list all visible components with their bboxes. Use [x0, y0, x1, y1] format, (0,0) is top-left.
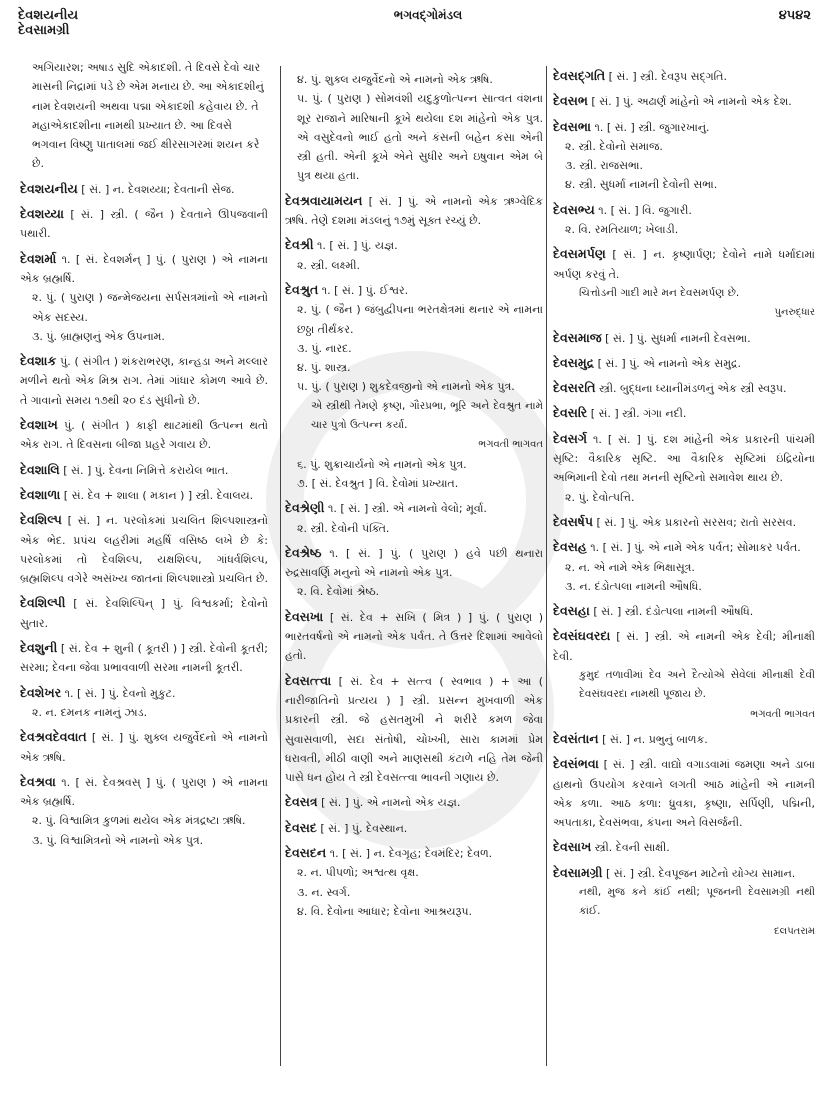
headword: દેવસદન — [285, 844, 327, 860]
dictionary-entry — [20, 204, 268, 244]
column-3 — [553, 66, 815, 946]
headword: દેવસાખ — [553, 839, 592, 855]
headword: દેવસભા — [553, 118, 591, 134]
sense: ૬. પું. શુક્રાચાર્યનો એ નામનો એક પુત્ર. — [297, 457, 467, 471]
definition: ૧. [ સં. ] પું. એ નામે એક પર્વત; સોમાકર પર્વત. — [590, 541, 801, 555]
dictionary-entry — [285, 543, 543, 602]
entry-main — [553, 512, 815, 532]
sense: ૨. સ્ત્રી. દેવોનો સમાજ. — [565, 139, 663, 153]
entry-main — [553, 200, 815, 220]
definition: [ સં. દેવ + સત્ત્વ ( સ્વભાવ ) + આ ( નારીજાતિનો પ્રત્યય ) ] સ્ત્રી. પ્રસન્ન મુખવાળી એક પ્રકારની સ્ત્રી. જે હસતમુખી ને શરીરે કમળ જેવા સુવાસવાળી, સદા સંતોષી, ચોખ્ખી, સારા કામમાં પ્રેમ ધરાવતી, મીઠી વાણી અને માણસથી કંટાળે નહિ તેમ જેની પાસે ધન હોય તે સ્ત્રી દેવસત્ત્વા ભાવની ગણાય છે. — [285, 674, 543, 785]
dictionary-entry — [285, 498, 543, 538]
headword: દેવસંભવા — [553, 756, 599, 772]
sense: ૨. સ્ત્રી. લક્ષ્મી. — [297, 258, 360, 272]
headword: દેવશ્રી — [285, 237, 314, 253]
entry-main — [20, 179, 268, 199]
dictionary-entry — [553, 601, 815, 621]
entry-main — [285, 235, 543, 255]
sense: ૨. પું. ( જૈન ) જંબુદ્વીપના ભરતક્ષેત્રમાં થનાર એ નામના છઠ્ઠા તીર્થંકર. — [297, 303, 543, 336]
headword: દેવસરતિ — [553, 380, 596, 396]
sense: ૩. સ્ત્રી. રાજસભા. — [565, 159, 643, 173]
entry-main — [20, 249, 268, 289]
headword: દેવશાખ — [20, 417, 58, 433]
continued-sense: ૫. પું. ( પુરાણ ) સોમવંશી યદુકુળોત્પન્ન સાત્વત વંશના શૂર રાજાને મારિષાની કૂખે થયેલા દશ માંહેનો એક પુત્ર. એ વસુદેવનો ભાઈ હતો અને કંસની બહેન કંસા એની સ્ત્રી હતી. એની કૂખે એને સુધીર અને ઇષુવાન એમ બે પુત્ર થયા હતા. — [297, 92, 543, 183]
dictionary-entry — [20, 249, 268, 346]
sense: ૪. સ્ત્રી. સુધર્મા નામની દેવોની સભા. — [565, 178, 718, 192]
quotation-source: ભગવતી ભાગવત — [750, 708, 815, 720]
sense: ૩. ન. દંડોત્પલા નામની ઔષધિ. — [565, 579, 702, 593]
entry-main — [20, 772, 268, 812]
headword: દેવસામગ્રી — [553, 864, 603, 880]
sense: ૨. ન. દમનક નામનું ઝાડ. — [32, 705, 148, 719]
entry-main — [553, 863, 815, 883]
headword: દેવશ્રુત — [285, 281, 319, 297]
dictionary-entry — [553, 512, 815, 532]
dictionary-entry — [553, 863, 815, 941]
definition: ૧. [ સં. ] પું. ઈશ્વર. — [321, 283, 409, 297]
definition: [ સં. દેવ + શાલા ( મકાન ) ] સ્ત્રી. દેવાલય. — [63, 488, 254, 502]
definition: [ સં. ] પું. એ નામનો એક યજ્ઞ. — [321, 796, 461, 810]
headword: દેવસહ — [553, 539, 587, 555]
quotation: ચિત્તોડની ગાદી મારે મન દેવસમર્પણ છે. — [579, 286, 740, 299]
guide-word-first: દેવશયનીય — [18, 8, 79, 23]
page-header — [18, 8, 811, 48]
dictionary-entry — [20, 179, 268, 199]
headword: દેવશુની — [20, 640, 58, 656]
dictionary-entry — [553, 754, 815, 832]
entry-main — [553, 537, 815, 557]
entry-main — [285, 792, 543, 812]
dictionary-entry — [20, 351, 268, 410]
dictionary-entry — [20, 727, 268, 767]
entry-list — [553, 66, 815, 941]
headword: દેવશર્મા — [20, 250, 57, 266]
quotation-source: પુનરુદ્ધાર — [774, 307, 815, 319]
dictionary-entry — [553, 200, 815, 240]
sense: ૫. પું. ( પુરાણ ) શુકદેવજીનો એ નામનો એક પુત્ર. — [297, 380, 515, 394]
dictionary-entry — [553, 729, 815, 749]
headword: દેવસર્ગ — [553, 430, 588, 446]
definition: ૧. [ સં. ] વિ. જુગારી. — [598, 203, 692, 217]
sense: ૪. પું. શાસ્ત્ર. — [297, 361, 351, 375]
headword: દેવશ્રેષ્ઠ — [285, 544, 322, 560]
definition: પું. ( સંગીત ) કાફી થાટમાંથી ઉત્પન્ન થતો એક રાગ. તે દિવસના બીજા પ્રહરે ગવાય છે. — [20, 419, 268, 452]
sense: ૩. ન. સ્વર્ગ. — [297, 885, 351, 899]
sense: ૨. પું. ( પુરાણ ) જન્મેજયના સર્પસત્રમાંનો એ નામનો એક સદસ્ય. — [32, 291, 268, 324]
headword: દેવશાલિ — [20, 461, 60, 477]
entry-main — [285, 280, 543, 300]
definition: [ સં. ] સ્ત્રી. ( જૈન ) દેવતાને ઊપજવાની પથારી. — [20, 208, 269, 241]
headword: દેવસરિ — [553, 405, 588, 421]
headword: દેવસમર્પણ — [553, 246, 606, 262]
entry-main — [553, 378, 815, 398]
column-1 — [20, 58, 268, 855]
definition: [ સં. ] સ્ત્રી. દેવરૂપ સદ્ગતિ. — [608, 70, 727, 83]
definition: [ સં. ] પું. અઢાર્ણ માંહેનો એ નામનો એક દેશ. — [591, 95, 792, 109]
entry-main — [20, 351, 268, 410]
column-2 — [285, 70, 543, 926]
definition: [ સં. દેવશિલ્પિન્ ] પું. વિશ્વકર્મા; દેવોનો સુતાર. — [20, 597, 269, 630]
headword: દેવસભ — [553, 93, 588, 109]
entry-main — [553, 244, 815, 284]
headword: દેવસહા — [553, 603, 590, 619]
headword: દેવશાળા — [20, 486, 61, 502]
dictionary-entry — [20, 485, 268, 505]
quotation-source: દલપતરામ — [774, 925, 815, 937]
sense: ૨. પું. દેવોત્પત્તિ. — [565, 490, 635, 504]
sense: ૨. ન. પીપળો; અશ્વત્થ વૃક્ષ. — [297, 866, 419, 880]
definition: [ સં. ] સ્ત્રી. દંડોત્પલા નામની ઔષધિ. — [593, 605, 754, 619]
entry-main — [285, 607, 543, 666]
definition: [ સં. ] પું. એક પ્રકારનો સરસવ; રાતો સરસવ. — [596, 515, 797, 529]
definition: [ સં. ] ન. પ્રભુનું બાળક. — [602, 732, 708, 746]
definition: ૧. [ સં. ] પું. યજ્ઞ. — [317, 239, 398, 253]
headword: દેવસદ — [285, 819, 317, 835]
definition: ૧. [ સં. દેવશ્રવસ્ ] પું. ( પુરાણ ) એ નામના એક બ્રહ્મર્ષિ. — [20, 775, 268, 809]
headword: દેવસંતાન — [553, 730, 599, 746]
definition: [ સં. ] પું. એ નામનો એક સમુદ્ર. — [597, 356, 741, 370]
definition: [ સં. ] પું. એ નામનો એક ઋગ્વેદિક ઋષિ. તેણે દશમા મંડલનું ૧૭મું સૂક્ત રચ્યું છે. — [285, 194, 543, 228]
definition: [ સં. ] પું. દેવસ્થાન. — [320, 821, 408, 835]
dictionary-entry — [553, 626, 815, 723]
headword: દેવશિલ્પી — [20, 595, 66, 611]
dictionary-entry — [553, 353, 815, 373]
definition: પું. ( સંગીત ) શંકરાભરણ, કાન્હડા અને મલ્લાર મળીને થતો એક મિશ્ર રાગ. તેમાં ગાંધાર કોમળ આવે છે. તે ગાવાનો સમય ૧૭થી ૨૦ દંડ સુધીનો છે. — [20, 355, 268, 407]
definition: ૧. [ સં. ] પું. ( પુરાણ ) હવે પછી થનારા રુદ્રસાવર્ણિ મનુનો એ નામનો એક પુત્ર. — [285, 546, 544, 580]
sense: ૨. પું. વિશ્વામિત્ર કુળમાં થયેલ એક મંત્રદ્રષ્ટા ઋષિ. — [32, 814, 246, 828]
column-divider — [280, 66, 281, 1066]
dictionary-entry — [553, 117, 815, 195]
column-divider — [546, 66, 547, 1066]
headword: દેવસત્ત્વા — [285, 672, 332, 688]
headword: દેવસમાજ — [553, 329, 602, 345]
entry-main — [285, 191, 543, 231]
definition: [ સં. ] પું. સુધર્મા નામની દેવસભા. — [605, 331, 751, 345]
quotation: કુમુદ તળાવીમાં દેવ અને દૈત્યોએ સેવેલાં મીનાક્ષી દેવી દેવસંઘવરદા નામથી પૂજાય છે. — [579, 669, 815, 701]
entry-main — [285, 671, 543, 788]
dictionary-entry — [553, 429, 815, 507]
definition: ૧. [ સં. ] સ્ત્રી. જુગારખાનું. — [594, 120, 710, 134]
headword: દેવસર્ષપ — [553, 513, 594, 529]
entry-main — [285, 498, 543, 518]
definition: [ સં. ] પું. શુક્લ યજુર્વેદનો એ નામનો એક ઋષિ. — [20, 731, 268, 764]
guide-word-last: દેવસામગ્રી — [18, 23, 70, 38]
headword: દેવસખા — [285, 608, 324, 624]
entry-main — [285, 543, 543, 583]
headword: દેવશેખર — [20, 684, 62, 700]
dictionary-entry — [285, 671, 543, 788]
dictionary-entry — [553, 537, 815, 596]
entry-main — [553, 91, 815, 111]
entry-main — [20, 638, 268, 678]
dictionary-entry — [20, 772, 268, 850]
dictionary-entry — [553, 91, 815, 111]
entry-main — [553, 117, 815, 137]
sense: ૨. ન. એ નામે એક ભિક્ષાસૂત્ર. — [565, 560, 695, 574]
headword: દેવશ્રેણી — [285, 500, 325, 516]
page-number: ૪૫૪૨ — [778, 8, 811, 23]
sense: ૩. પું. બ્રાહ્મણનું એક ઉપનામ. — [32, 329, 165, 343]
dictionary-entry — [285, 191, 543, 231]
definition: [ સં. ] સ્ત્રી. દેવપૂજન માટેનો યોગ્ય સામાન. — [606, 866, 796, 880]
dictionary-entry — [285, 792, 543, 812]
headword: દેવશય્યા — [20, 206, 64, 222]
continued-sense: ૪. પું. શુક્લ યજુર્વેદનો એ નામનો એક ઋષિ. — [297, 73, 493, 86]
entry-main — [20, 460, 268, 480]
definition: [ સં. ] ન. દેવશય્યા; દેવતાની સેજ. — [81, 182, 235, 196]
dictionary-entry — [553, 66, 815, 86]
dictionary-entry — [553, 837, 815, 857]
sense: ૩. પું. નારદ. — [297, 341, 352, 355]
sense: ૪. વિ. દેવોના આધાર; દેવોના આશ્રયરૂપ. — [297, 904, 473, 918]
headword: દેવસમુદ્ર — [553, 354, 595, 370]
definition: સ્ત્રી. દેવની સાક્ષી. — [594, 841, 670, 855]
dictionary-entry — [285, 607, 543, 666]
dictionary-entry — [553, 403, 815, 423]
dictionary-entry — [285, 280, 543, 493]
definition: ૧. [ સં. ] પું. દશ માંહેની એક પ્રકારની પાંચમી સૃષ્ટિ: વૈકારિક સૃષ્ટિ. આ વૈકારિક સૃષ્ટિમાં ઇંદ્રિયોના અભિમાની દેવો તથા મનની સૃષ્ટિનો સમાવેશ થાય છે. — [553, 432, 815, 485]
sense: ૨. વિ. રમતિયાળ; ખેલાડી. — [565, 223, 679, 237]
dictionary-entry — [20, 460, 268, 480]
definition: સ્ત્રી. બુદ્ધના ધ્યાનીમંડળનું એક સ્ત્રી સ્વરૂપ. — [598, 382, 787, 396]
headword: દેવશિલ્પ — [20, 512, 62, 528]
definition: [ સં. દેવ + સખિ ( મિત્ર ) ] પું. ( પુરાણ ) ભારતવર્ષનો એ નામનો એક પર્વત. તે ઉત્તર દિશામાં આવેલો હતો. — [285, 610, 543, 663]
dictionary-entry — [553, 378, 815, 398]
definition: [ સં. ] સ્ત્રી. એ નામની એક દેવી; મીનાક્ષી દેવી. — [553, 630, 816, 663]
book-title: ભગવદ્ગોમંડલ — [393, 8, 463, 22]
entry-main — [553, 837, 815, 857]
quotation: એ સ્ત્રીથી તેમણે કૃષ્ણ, ગૌરપ્રભા, ભૂરિ અને દેવશ્રુત નામે ચાર પુત્રો ઉત્પન્ન કર્યા. — [311, 399, 543, 432]
entry-main — [285, 843, 543, 863]
dictionary-entry — [20, 593, 268, 633]
entry-main — [20, 485, 268, 505]
headword: દેવસત્ર — [285, 794, 318, 810]
headword: દેવસદ્ગતિ — [553, 68, 606, 83]
entry-main — [20, 415, 268, 455]
definition: [ સં. ] સ્ત્રી. ગંગા નદી. — [590, 407, 687, 421]
entry-main — [553, 328, 815, 348]
definition: ૧. [ સં. ] ન. દેવગૃહ; દેવમંદિર; દેવળ. — [329, 846, 493, 860]
entry-main — [553, 429, 815, 488]
dictionary-entry — [20, 638, 268, 678]
sense: ૨. સ્ત્રી. દેવોની પંક્તિ. — [297, 521, 390, 535]
dictionary-entry — [20, 510, 268, 588]
entry-list — [20, 179, 268, 850]
dictionary-entry — [285, 818, 543, 838]
entry-main — [20, 510, 268, 588]
dictionary-entry — [285, 235, 543, 275]
dictionary-entry — [553, 328, 815, 348]
headword: દેવસંઘવરદા — [553, 628, 611, 644]
entry-main — [553, 626, 815, 666]
entry-list — [285, 191, 543, 921]
definition: ૧. [ સં. દેવશર્મન્ ] પું. ( પુરાણ ) એ નામના એક બ્રહ્મર્ષિ. — [20, 252, 268, 285]
entry-main — [285, 818, 543, 838]
sense: ૨. વિ. દેવોમાં શ્રેષ્ઠ. — [297, 585, 380, 599]
definition: [ સં. ] પું. દેવના નિમિત્તે કરાયેલ ભાત. — [63, 463, 229, 477]
dictionary-entry — [553, 244, 815, 322]
entry-main — [553, 754, 815, 832]
definition: [ સં. ] ન. પરલોકમાં પ્રચલિત શિલ્પશાસ્ત્રનો એક ભેદ. પ્રપંચ લહરીમાં મહર્ષિ વસિષ્ઠ લખે છે કે: પરલોકમાં તો દેવશિલ્પ, યક્ષશિલ્પ, ગાંધર્વશિલ્પ, બ્રહ્મશિલ્પ વગેરે અસંખ્ય જાતનાં શિલ્પશાસ્ત્રો પ્રચલિત છે. — [20, 514, 268, 586]
quotation: નથી, મુજ કને કાંઈ નથી; પૂજનની દેવસામગ્રી નથી કાંઈ. — [579, 885, 815, 918]
dictionary-entry — [20, 683, 268, 723]
entry-main — [20, 593, 268, 633]
definition: [ સં. ] સ્ત્રી. વાદ્યો વગાડવામાં જમણા અને ડાબા હાથનો ઉપયોગ કરવાને લગતી આઠ માંહેની એ નામની એક કળા. આઠ કળા: ધ્રુવકા, કૃષ્ણા, સર્પિણી, પદ્મિની, અપતાકા, દેવસંભવા, કંપના અને વિસર્જની. — [553, 758, 816, 830]
entry-main — [553, 601, 815, 621]
headword: દેવશ્રવાયામયન — [285, 192, 363, 208]
dictionary-entry — [285, 843, 543, 921]
headword: દેવશાક — [20, 353, 57, 369]
entry-main — [553, 729, 815, 749]
definition: [ સં. ] ન. કૃષ્ણાર્પણ; દેવોને નામે ધર્માદામાં અર્પણ કરવું તે. — [553, 248, 815, 281]
sense: ૭. [ સં. દેવશ્રુત ] વિ. દેવોમાં પ્રખ્યાત. — [297, 476, 459, 490]
sense: ૩. પું. વિશ્વામિત્રનો એ નામનો એક પુત્ર. — [32, 833, 204, 847]
headword: દેવશયનીય — [20, 180, 78, 196]
entry-main — [20, 204, 268, 244]
continued-definition: અગિયારશ; અષાડ સુદિ એકાદશી. તે દિવસે દેવો ચાર માસની નિદ્રામાં પડે છે એમ મનાય છે. આ એકાદશીનું નામ દેવશયની અથવા પદ્મા એકાદશી કહેવાય છે. તે મહાએકાદશીના નામથી પ્રખ્યાત છે. આ દિવસે ભગવાન વિષ્ણુ પાતાલમાં જઈ ક્ષીરસાગરમાં શયન કરે છે. — [32, 61, 264, 171]
entry-main — [20, 727, 268, 767]
headword: દેવશ્રવદેવવાત — [20, 729, 87, 745]
guide-words — [18, 8, 78, 38]
entry-main — [553, 353, 815, 373]
definition: ૧. [ સં. ] પું. દેવનો મુકુટ. — [64, 686, 176, 700]
dictionary-entry — [20, 415, 268, 455]
entry-main — [553, 66, 815, 86]
definition: ૧. [ સં. ] સ્ત્રી. એ નામનો વેલો; મૂર્વા. — [327, 502, 487, 516]
definition: [ સં. દેવ + શુની ( કૂતરી ) ] સ્ત્રી. દેવોની કૂતરી; સરમા; દેવના જેવા પ્રભાવવાળી સરમા નામની કૂતરી. — [20, 642, 269, 675]
headword: દેવસભ્ય — [553, 201, 595, 217]
headword: દેવશ્રવા — [20, 773, 56, 789]
entry-main — [20, 683, 268, 703]
entry-main — [553, 403, 815, 423]
quotation-source: ભગવતી ભાગવત — [478, 439, 543, 451]
